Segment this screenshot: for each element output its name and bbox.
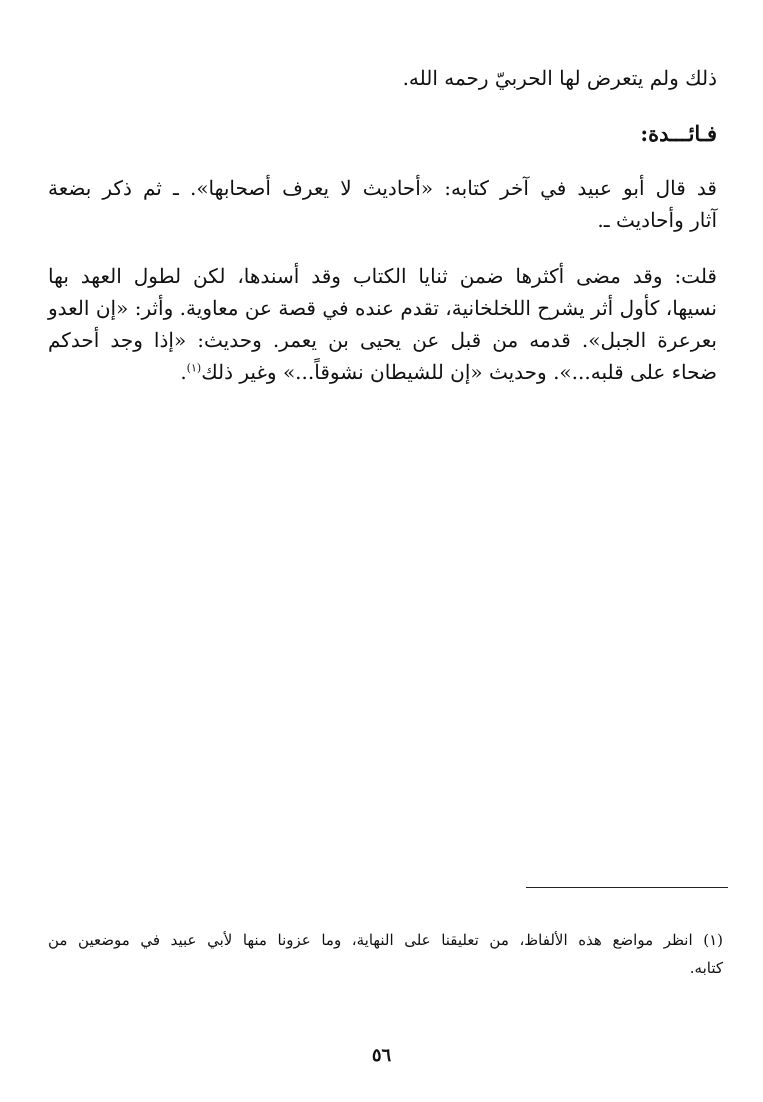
text-line: قد قال أبو عبيد في آخر كتابه: «أحاديث لا يعرف أصحابها». ـ ثم ذكر بضعة <box>48 176 717 200</box>
text-line: قلت: وقد مضى أكثرها ضمن ثنايا الكتاب وقد أسندها، لكن لطول العهد بها <box>48 264 717 288</box>
text-line-with-footnote-ref <box>48 356 717 388</box>
footnote-line: كتابه. <box>689 959 723 977</box>
paragraph-continuation <box>48 62 717 94</box>
text-line: ذلك ولم يتعرض لها الحربيّ رحمه الله. <box>402 66 717 90</box>
paragraph-qultu <box>48 260 717 388</box>
footnote <box>48 926 723 982</box>
footnote-reference: (١) <box>186 361 202 375</box>
footnote-separator <box>526 887 728 888</box>
text-line: آثار وأحاديث ـ. <box>597 208 717 232</box>
footnote-line: (١) انظر مواضع هذه الألفاظ، من تعليقنا على النهاية، وما عزونا منها لأبي عبيد في موضعين من <box>48 931 723 949</box>
text-line-end: . <box>180 360 187 384</box>
text-line: بعرعرة الجبل». قدمه من قبل عن يحيى بن يعمر. وحديث: «إذا وجد أحدكم <box>48 328 717 352</box>
paragraph-abu-ubaid <box>48 172 717 236</box>
section-heading: فـائـــدة: <box>640 121 717 146</box>
page-number: ٥٦ <box>371 1045 392 1066</box>
text-line: نسيها، كأول أثر يشرح اللخلخانية، تقدم عنده في قصة عن معاوية. وأثر: «إن العدو <box>48 296 717 320</box>
text-line-body: ضحاء على قلبه...». وحديث «إن للشيطان نشوقاً...» وغير ذلك <box>201 360 717 384</box>
